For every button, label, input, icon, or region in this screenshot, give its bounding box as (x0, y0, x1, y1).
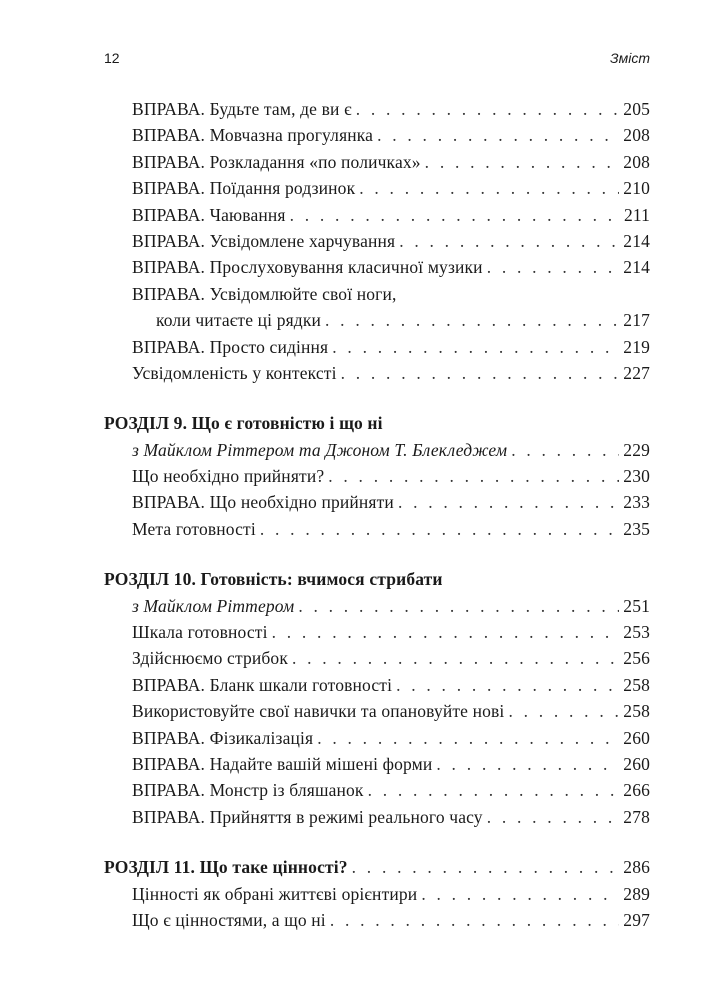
toc-entry-page: 210 (623, 178, 650, 199)
toc-entry (104, 202, 650, 228)
section-gap (104, 830, 650, 854)
dot-leader (368, 777, 620, 803)
toc-entry-page: 230 (623, 466, 650, 487)
toc-entry (104, 463, 650, 489)
toc-entry-page: 208 (623, 125, 650, 146)
toc-entry-title: Цінності як обрані життєві орієнтири (132, 883, 418, 904)
dot-leader (332, 334, 619, 360)
toc-entry-title: з Майклом Ріттером та Джоном Т. Блекледжем (132, 439, 508, 460)
dot-leader (341, 360, 620, 386)
dot-leader (487, 254, 620, 280)
toc-entry-page: 286 (623, 857, 650, 878)
toc-entry (104, 672, 650, 698)
toc-entry-title: ВПРАВА. Надайте вашій мішені форми (132, 753, 433, 774)
toc-entry-page: 214 (623, 230, 650, 251)
toc-entry-title: ВПРАВА. Усвідомлюйте свої ноги, (132, 283, 397, 304)
toc-entry-title: ВПРАВА. Мовчазна прогулянка (132, 125, 374, 146)
toc-entry-title: ВПРАВА. Прийняття в режимі реального часу (132, 806, 483, 827)
dot-leader (398, 489, 619, 515)
toc-entry (104, 881, 650, 907)
page-number: 12 (104, 50, 120, 66)
dot-leader (396, 672, 619, 698)
dot-leader (290, 202, 620, 228)
chapter-heading (104, 566, 650, 592)
toc-entry-page: 258 (623, 701, 650, 722)
toc-entry-title: ВПРАВА. Бланк шкали готовності (132, 674, 393, 695)
dot-leader (330, 907, 619, 933)
toc-entry-title: ВПРАВА. Фізикалізація (132, 727, 314, 748)
toc-entry (104, 645, 650, 671)
toc-entry-page: 233 (623, 492, 650, 513)
toc-entry (104, 96, 650, 122)
dot-leader (352, 854, 620, 880)
dot-leader (325, 307, 619, 333)
toc-entry (104, 777, 650, 803)
dot-leader (421, 881, 619, 907)
dot-leader (317, 725, 619, 751)
toc-entry (104, 175, 650, 201)
toc-entry-page: 266 (623, 780, 650, 801)
dot-leader (508, 698, 619, 724)
toc-entry-page: 227 (623, 362, 650, 383)
toc-entry-page: 260 (623, 727, 650, 748)
toc-entry-page: 289 (623, 883, 650, 904)
dot-leader (260, 516, 619, 542)
toc-entry-page: 235 (623, 518, 650, 539)
dot-leader (487, 804, 620, 830)
dot-leader (272, 619, 620, 645)
chapter-title: РОЗДІЛ 11. Що таке цінності? (104, 857, 348, 878)
toc-entry (104, 725, 650, 751)
toc-entry-title: Здійснюємо стрибок (132, 648, 288, 669)
toc-entry-continuation (104, 307, 650, 333)
toc-entry-title: Що необхідно прийняти? (132, 466, 325, 487)
toc-entry (104, 751, 650, 777)
toc-entry (104, 804, 650, 830)
toc-entry-title: ВПРАВА. Чаювання (132, 204, 286, 225)
toc-entry-page: 253 (623, 622, 650, 643)
toc-entry (104, 698, 650, 724)
toc-entry-title: ВПРАВА. Усвідомлене харчування (132, 230, 396, 251)
toc-entry-title: коли читаєте ці рядки (156, 310, 322, 331)
toc-entry (104, 907, 650, 933)
toc-entry (104, 489, 650, 515)
section-gap (104, 386, 650, 410)
section-gap (104, 542, 650, 566)
toc-entry-page: 229 (623, 439, 650, 460)
toc-entry-title: Використовуйте свої навички та опановуйте нові (132, 701, 505, 722)
dot-leader (511, 437, 619, 463)
toc-entry-page: 251 (623, 595, 650, 616)
chapter-authors (104, 593, 650, 619)
page-header (104, 46, 650, 70)
dot-leader (328, 463, 619, 489)
toc-entry-title: ВПРАВА. Поїдання родзинок (132, 178, 356, 199)
dot-leader (436, 751, 619, 777)
toc-entry (104, 619, 650, 645)
toc-entry-title: ВПРАВА. Монстр із бляшанок (132, 780, 364, 801)
toc-entry-page: 214 (623, 257, 650, 278)
toc-entry-title: ВПРАВА. Прослуховування класичної музики (132, 257, 483, 278)
toc-entry (104, 334, 650, 360)
running-head: Зміст (610, 50, 650, 66)
chapter-title: РОЗДІЛ 10. Готовність: вчимося стрибати (104, 569, 443, 590)
toc-entry (104, 516, 650, 542)
toc-entry-wrapped-line (104, 281, 650, 307)
dot-leader (377, 122, 619, 148)
chapter-title: РОЗДІЛ 9. Що є готовністю і що ні (104, 413, 383, 434)
toc-entry (104, 228, 650, 254)
toc-entry-title: Усвідомленість у контексті (132, 362, 337, 383)
toc-entry-title: ВПРАВА. Просто сидіння (132, 336, 329, 357)
dot-leader (359, 175, 619, 201)
chapter-heading (104, 410, 650, 436)
toc-entry (104, 149, 650, 175)
toc-entry-page: 205 (623, 99, 650, 119)
toc-entry-page: 260 (623, 753, 650, 774)
dot-leader (298, 593, 619, 619)
toc-entry-page: 297 (623, 909, 650, 930)
toc-entry-page: 219 (623, 336, 650, 357)
toc-entry-title: Мета готовності (132, 518, 256, 539)
toc-entry-title: ВПРАВА. Розкладання «по поличках» (132, 151, 421, 172)
toc-entry-title: з Майклом Ріттером (132, 595, 295, 616)
toc-entry-page: 211 (623, 204, 650, 225)
toc-entry-page: 217 (623, 310, 650, 331)
toc-entry-title: Шкала готовності (132, 622, 268, 643)
dot-leader (292, 645, 619, 671)
dot-leader (425, 149, 620, 175)
toc-entry (104, 360, 650, 386)
dot-leader (399, 228, 619, 254)
table-of-contents (104, 96, 650, 933)
toc-entry-page: 208 (623, 151, 650, 172)
toc-entry-page: 278 (623, 806, 650, 827)
toc-entry-title: ВПРАВА. Що необхідно прийняти (132, 492, 394, 513)
toc-entry (104, 254, 650, 280)
toc-entry-title: ВПРАВА. Будьте там, де ви є (132, 99, 352, 119)
toc-entry-page: 256 (623, 648, 650, 669)
toc-entry (104, 122, 650, 148)
dot-leader (356, 96, 620, 122)
chapter-authors (104, 437, 650, 463)
toc-entry-page: 258 (623, 674, 650, 695)
chapter-heading (104, 854, 650, 880)
toc-entry-title: Що є цінностями, а що ні (132, 909, 326, 930)
